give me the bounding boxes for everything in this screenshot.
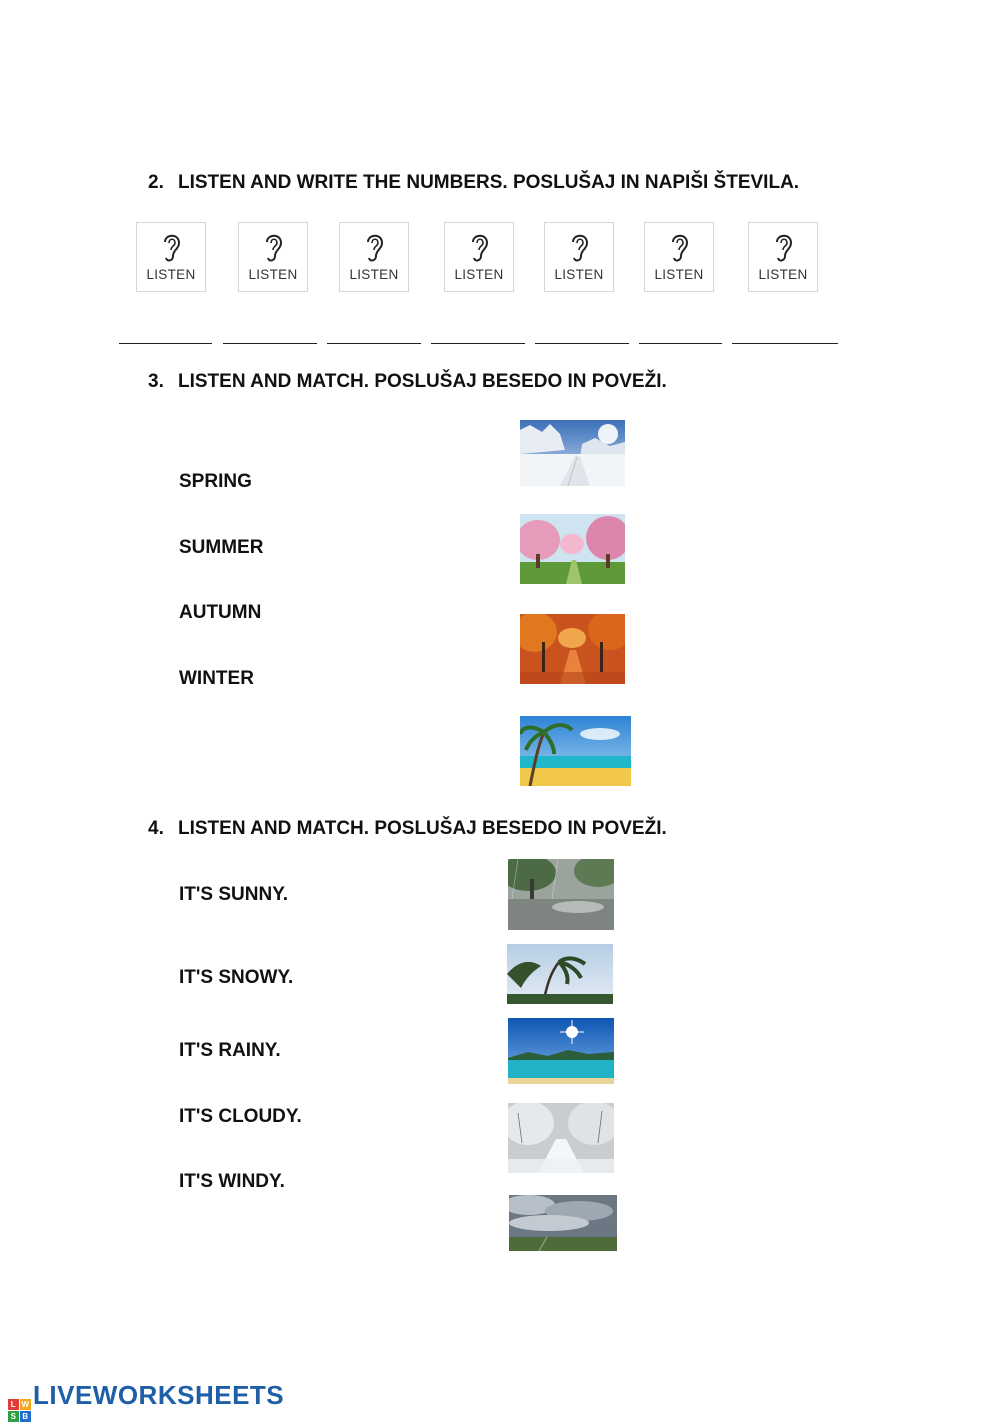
ear-icon — [565, 229, 593, 265]
task3-heading — [148, 371, 667, 393]
listen-label: LISTEN — [758, 267, 808, 282]
match-phrase-rainy[interactable]: IT'S RAINY. — [179, 1040, 281, 1061]
ear-icon — [259, 229, 287, 265]
listen-button-2[interactable] — [238, 222, 308, 292]
answer-blank-7[interactable] — [732, 343, 838, 344]
task3-number: 3. — [148, 371, 164, 392]
answer-blank-4[interactable] — [431, 343, 525, 344]
ear-icon — [157, 229, 185, 265]
task3-title: LISTEN AND MATCH. POSLUŠAJ BESEDO IN POVEŽI. — [178, 371, 667, 392]
sunny-sea-image[interactable] — [508, 1018, 614, 1084]
answer-blank-5[interactable] — [535, 343, 629, 344]
liveworksheets-logo — [8, 1380, 284, 1422]
palm-beach-image[interactable] — [520, 716, 631, 786]
listen-label: LISTEN — [654, 267, 704, 282]
task2-number: 2. — [148, 172, 164, 193]
listen-label: LISTEN — [554, 267, 604, 282]
listen-button-7[interactable] — [748, 222, 818, 292]
ear-icon — [769, 229, 797, 265]
windy-palms-image[interactable] — [507, 944, 613, 1004]
match-word-spring[interactable]: SPRING — [179, 471, 252, 492]
answer-blank-6[interactable] — [639, 343, 722, 344]
ear-icon — [465, 229, 493, 265]
listen-button-5[interactable] — [544, 222, 614, 292]
cloudy-field-image[interactable] — [509, 1195, 617, 1251]
snowy-road-image[interactable] — [520, 420, 625, 486]
match-phrase-cloudy[interactable]: IT'S CLOUDY. — [179, 1106, 302, 1127]
listen-button-6[interactable] — [644, 222, 714, 292]
listen-button-3[interactable] — [339, 222, 409, 292]
listen-button-1[interactable] — [136, 222, 206, 292]
task2-title: LISTEN AND WRITE THE NUMBERS. POSLUŠAJ IN NAPIŠI ŠTEVILA. — [178, 172, 800, 193]
listen-label: LISTEN — [454, 267, 504, 282]
rainy-park-image[interactable] — [508, 859, 614, 930]
match-word-summer[interactable]: SUMMER — [179, 537, 264, 558]
listen-label: LISTEN — [146, 267, 196, 282]
autumn-alley-image[interactable] — [520, 614, 625, 684]
match-phrase-snowy[interactable]: IT'S SNOWY. — [179, 967, 294, 988]
task2-heading — [148, 172, 799, 194]
match-word-autumn[interactable]: AUTUMN — [179, 602, 262, 623]
listen-button-4[interactable] — [444, 222, 514, 292]
listen-label: LISTEN — [349, 267, 399, 282]
brand-name: LIVEWORKSHEETS — [33, 1380, 285, 1410]
answer-blank-3[interactable] — [327, 343, 421, 344]
ear-icon — [665, 229, 693, 265]
match-word-winter[interactable]: WINTER — [179, 668, 254, 689]
answer-blank-2[interactable] — [223, 343, 317, 344]
task4-number: 4. — [148, 818, 164, 839]
snowy-forest-image[interactable] — [508, 1103, 614, 1173]
task4-heading — [148, 818, 667, 840]
listen-label: LISTEN — [248, 267, 298, 282]
logo-mark-icon: L W S B — [8, 1399, 31, 1422]
ear-icon — [360, 229, 388, 265]
task4-title: LISTEN AND MATCH. POSLUŠAJ BESEDO IN POVEŽI. — [178, 818, 667, 839]
answer-blank-1[interactable] — [119, 343, 212, 344]
match-phrase-sunny[interactable]: IT'S SUNNY. — [179, 884, 289, 905]
match-phrase-windy[interactable]: IT'S WINDY. — [179, 1171, 285, 1192]
blossom-trees-image[interactable] — [520, 514, 625, 584]
